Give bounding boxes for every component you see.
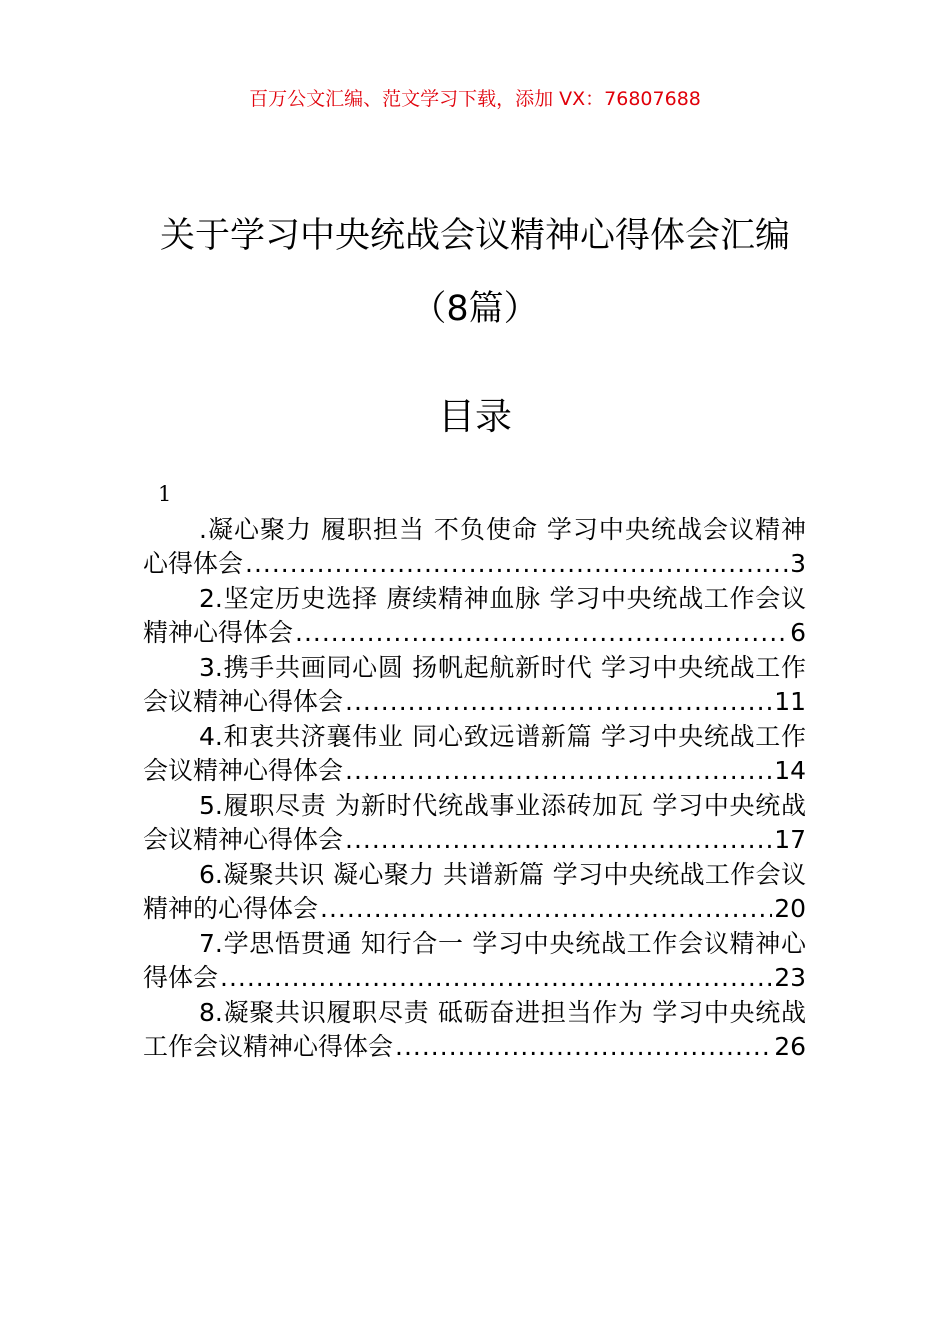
toc-entry-continuation [143,685,806,719]
toc-entry-title-cont: 会议精神心得体会 [143,825,344,854]
toc-entry-6[interactable] [143,857,806,926]
toc-entry-continuation [143,616,806,650]
document-title: 关于学习中央统战会议精神心得体会汇编 [159,216,790,256]
toc-entry-title: 2.坚定历史选择 赓续精神血脉 学习中央统战工作会议 [199,584,806,613]
toc-page-number: 20 [774,894,806,923]
toc-entry-7[interactable] [143,926,806,995]
toc-entry-title: 3.携手共画同心圆 扬帆起航新时代 学习中央统战工作 [199,653,806,682]
stray-list-number: 1 [158,482,172,506]
toc-entry-title: 6.凝聚共识 凝心聚力 共谱新篇 学习中央统战工作会议 [199,860,806,889]
toc-entry-title-cont: 工作会议精神心得体会 [143,1032,394,1061]
toc-entry-title-cont: 心得体会 [143,549,244,578]
toc-entry-continuation [143,1030,806,1064]
toc-dot-leader [345,823,772,857]
toc-page-number: 3 [790,549,806,578]
toc-entry-continuation [143,892,806,926]
toc-dot-leader [395,1030,772,1064]
toc-page-number: 6 [790,618,806,647]
toc-page-number: 11 [774,687,806,716]
toc-page-number: 14 [774,756,806,785]
toc-entry-5[interactable] [143,788,806,857]
toc-entry-continuation [143,547,806,581]
toc-entry-title: 7.学思悟贯通 知行合一 学习中央统战工作会议精神心 [199,929,806,958]
toc-entry-title: 5.履职尽责 为新时代统战事业添砖加瓦 学习中央统战 [199,791,806,820]
toc-page-number: 17 [774,825,806,854]
toc-entry-2[interactable] [143,581,806,650]
toc-heading: 目录 [438,395,512,438]
toc-entry-4[interactable] [143,719,806,788]
toc-entry-title: .凝心聚力 履职担当 不负使命 学习中央统战会议精神 [199,515,806,544]
toc-dot-leader [345,685,772,719]
table-of-contents [143,512,806,1064]
toc-dot-leader [245,547,788,581]
toc-entry-continuation [143,961,806,995]
document-subtitle: （8篇） [411,289,539,329]
toc-entry-title-cont: 精神心得体会 [143,618,294,647]
toc-page-number: 23 [774,963,806,992]
toc-dot-leader [345,754,772,788]
toc-page-number: 26 [774,1032,806,1061]
toc-entry-continuation [143,823,806,857]
toc-entry-title: 4.和衷共济襄伟业 同心致远谱新篇 学习中央统战工作 [199,722,806,751]
toc-entry-1[interactable] [143,512,806,581]
toc-entry-continuation [143,754,806,788]
toc-entry-title-cont: 得体会 [143,963,219,992]
toc-entry-title-cont: 会议精神心得体会 [143,687,344,716]
toc-entry-title-cont: 精神的心得体会 [143,894,319,923]
toc-dot-leader [295,616,788,650]
toc-dot-leader [220,961,772,995]
header-watermark-note: 百万公文汇编、范文学习下载，添加 VX：76807688 [249,88,701,110]
toc-entry-8[interactable] [143,995,806,1064]
toc-dot-leader [320,892,772,926]
toc-entry-3[interactable] [143,650,806,719]
toc-entry-title: 8.凝聚共识履职尽责 砥砺奋进担当作为 学习中央统战 [199,998,806,1027]
toc-entry-title-cont: 会议精神心得体会 [143,756,344,785]
